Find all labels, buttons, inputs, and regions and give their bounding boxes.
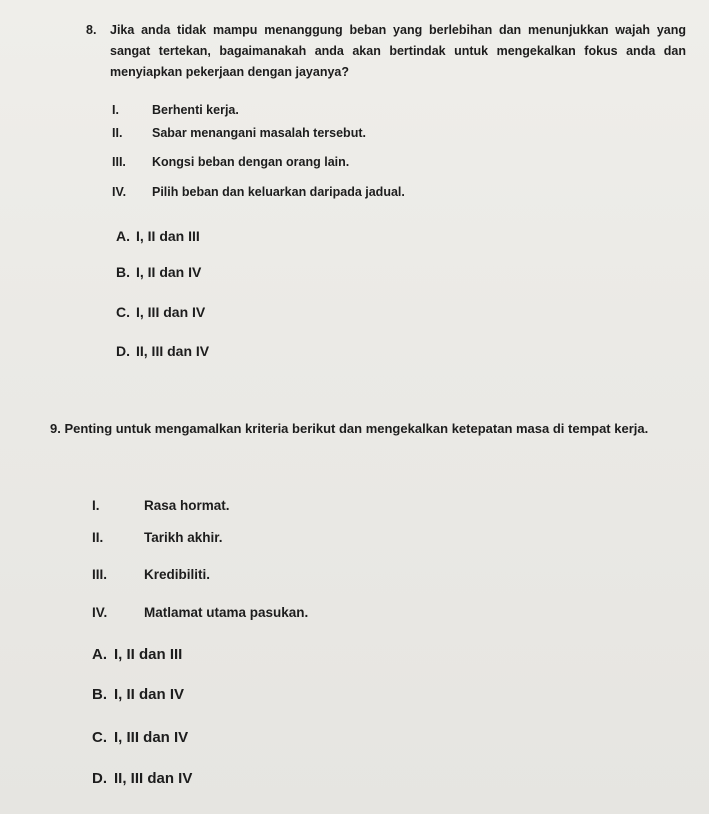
- option-letter: D.: [92, 770, 107, 787]
- statement-text: Kredibiliti.: [144, 567, 211, 582]
- question-9-number: 9.: [50, 421, 61, 436]
- statement-text: Kongsi beban dengan orang lain.: [152, 155, 350, 169]
- question-9-text: Penting untuk mengamalkan kriteria berikut dan mengekalkan ketepatan masa di tempat kerja.: [64, 421, 649, 436]
- statement-number: I.: [92, 498, 100, 513]
- statement-text: Tarikh akhir.: [144, 530, 223, 545]
- option-text: II, III dan IV: [114, 770, 193, 787]
- q9-option-d[interactable]: [92, 770, 192, 787]
- statement-text: Pilih beban dan keluarkan daripada jadual.: [152, 185, 405, 199]
- q8-option-a[interactable]: [116, 228, 200, 244]
- q9-option-a[interactable]: [92, 646, 182, 663]
- statement-text: Berhenti kerja.: [152, 103, 239, 117]
- option-text: I, II dan III: [136, 228, 200, 244]
- q9-option-b[interactable]: [92, 686, 184, 703]
- option-text: I, III dan IV: [114, 729, 189, 746]
- statement-text: Sabar menangani masalah tersebut.: [152, 126, 366, 140]
- option-text: I, II dan IV: [114, 686, 185, 703]
- option-text: II, III dan IV: [136, 343, 210, 359]
- q8-option-b[interactable]: [116, 264, 201, 280]
- option-letter: C.: [92, 729, 107, 746]
- statement-text: Rasa hormat.: [144, 498, 230, 513]
- q8-option-c[interactable]: [116, 304, 205, 320]
- statement-number: II.: [92, 530, 104, 545]
- option-letter: D.: [116, 343, 130, 359]
- statement-number: I.: [112, 103, 119, 117]
- statement-number: III.: [92, 567, 108, 582]
- question-9-stem: [50, 418, 660, 440]
- option-text: I, II dan IV: [136, 264, 202, 280]
- statement-text: Matlamat utama pasukan.: [144, 605, 309, 620]
- q8-option-d[interactable]: [116, 343, 209, 359]
- option-letter: B.: [92, 686, 107, 703]
- statement-number: IV.: [92, 605, 108, 620]
- option-text: I, II dan III: [114, 646, 183, 663]
- option-letter: A.: [116, 228, 130, 244]
- option-letter: B.: [116, 264, 130, 280]
- question-8-number: 8.: [86, 23, 97, 37]
- q9-option-c[interactable]: [92, 729, 188, 746]
- question-8-stem: [86, 20, 686, 83]
- statement-number: III.: [112, 155, 126, 169]
- question-8-text: Jika anda tidak mampu menanggung beban yang berlebihan dan menunjukkan wajah yang sangat tertekan, bagaimanakah anda akan bertindak untuk mengekalkan fokus anda dan menyiapkan pekerjaan dengan jayanya?: [110, 23, 686, 79]
- option-letter: A.: [92, 646, 107, 663]
- option-text: I, III dan IV: [136, 304, 206, 320]
- statement-number: IV.: [112, 185, 127, 199]
- statement-number: II.: [112, 126, 123, 140]
- option-letter: C.: [116, 304, 130, 320]
